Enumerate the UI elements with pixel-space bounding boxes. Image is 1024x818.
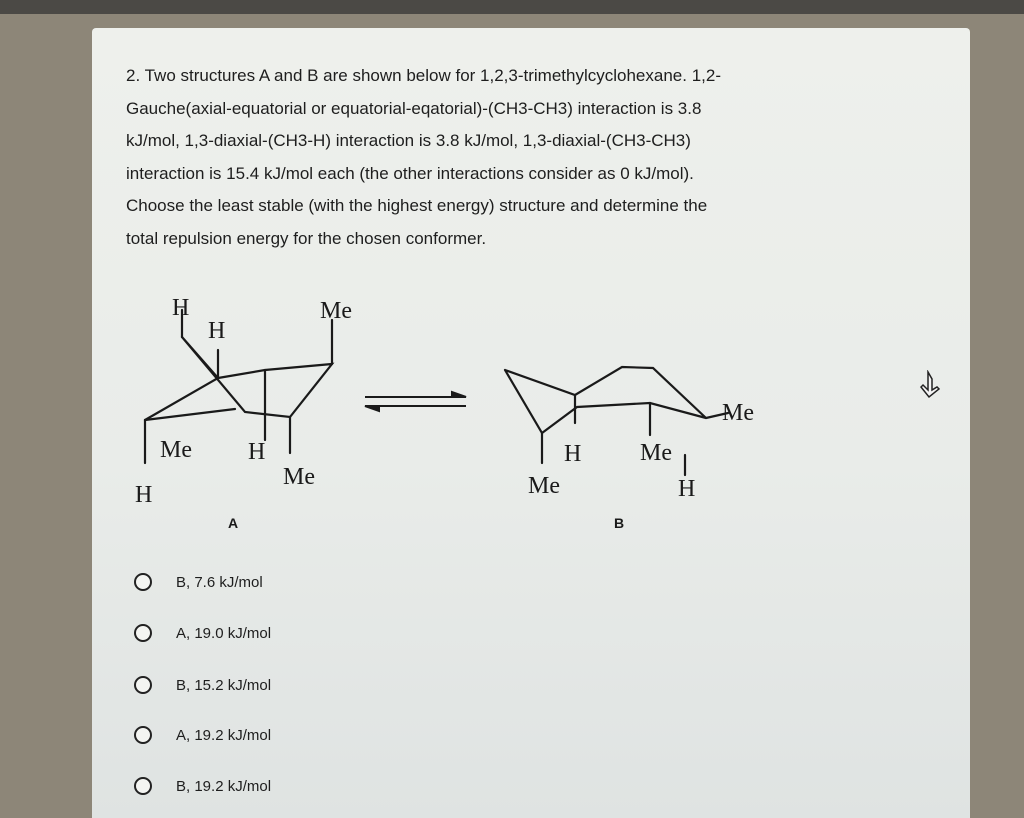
option-label: B, 15.2 kJ/mol xyxy=(176,676,272,694)
b-sub-me-mid: Me xyxy=(640,440,672,466)
structure-b xyxy=(505,367,728,475)
radio-button[interactable] xyxy=(134,624,152,642)
b-sub-me-left: Me xyxy=(528,473,560,499)
chair-b-ring xyxy=(505,367,706,433)
b-sub-h2: H xyxy=(678,476,696,502)
chair-a-bond xyxy=(145,409,235,420)
chair-a-bond xyxy=(145,378,218,420)
question-text xyxy=(126,60,926,256)
a-sub-h2: H xyxy=(208,318,226,344)
a-sub-h1: H xyxy=(172,295,190,321)
a-sub-h4: H xyxy=(135,482,153,508)
a-sub-me-left: Me xyxy=(160,437,192,463)
option-1[interactable] xyxy=(134,570,434,594)
question-line: Gauche(axial-equatorial or equatorial-eqatorial)-(CH3-CH3) interaction is 3.8 xyxy=(126,98,702,118)
structure-a-label: A xyxy=(228,515,239,531)
radio-button[interactable] xyxy=(134,676,152,694)
question-line: Choose the least stable (with the highest energy) structure and determine the xyxy=(126,196,708,216)
question-line: kJ/mol, 1,3-diaxial-(CH3-H) interaction is 3.8 kJ/mol, 1,3-diaxial-(CH3-CH3) xyxy=(126,131,691,151)
question-line: total repulsion energy for the chosen conformer. xyxy=(126,228,487,248)
pointer-cursor-icon xyxy=(920,370,946,400)
option-4[interactable] xyxy=(134,723,434,747)
b-sub-h1: H xyxy=(564,441,582,467)
option-2[interactable] xyxy=(134,621,434,645)
a-sub-me-bottom: Me xyxy=(283,464,315,490)
radio-button[interactable] xyxy=(134,726,152,744)
monitor-bezel xyxy=(0,0,1024,14)
equilibrium-arrows xyxy=(365,392,466,411)
a-sub-me-top: Me xyxy=(320,298,352,324)
b-sub-me-right: Me xyxy=(722,400,754,426)
chair-a-ring xyxy=(182,337,332,417)
chair-conformers-diagram xyxy=(120,285,800,545)
option-5[interactable] xyxy=(134,774,434,798)
radio-button[interactable] xyxy=(134,573,152,591)
structure-b-label: B xyxy=(614,515,625,531)
option-label: A, 19.2 kJ/mol xyxy=(176,726,272,744)
question-line: interaction is 15.4 kJ/mol each (the other interactions consider as 0 kJ/mol). xyxy=(126,163,694,183)
option-label: B, 19.2 kJ/mol xyxy=(176,777,272,795)
a-sub-h3: H xyxy=(248,439,266,465)
option-label: B, 7.6 kJ/mol xyxy=(176,573,263,591)
option-label: A, 19.0 kJ/mol xyxy=(176,624,272,642)
question-line: 2. Two structures A and B are shown below for 1,2,3-trimethylcyclohexane. 1,2- xyxy=(126,66,721,85)
option-3[interactable] xyxy=(134,673,434,697)
radio-button[interactable] xyxy=(134,777,152,795)
